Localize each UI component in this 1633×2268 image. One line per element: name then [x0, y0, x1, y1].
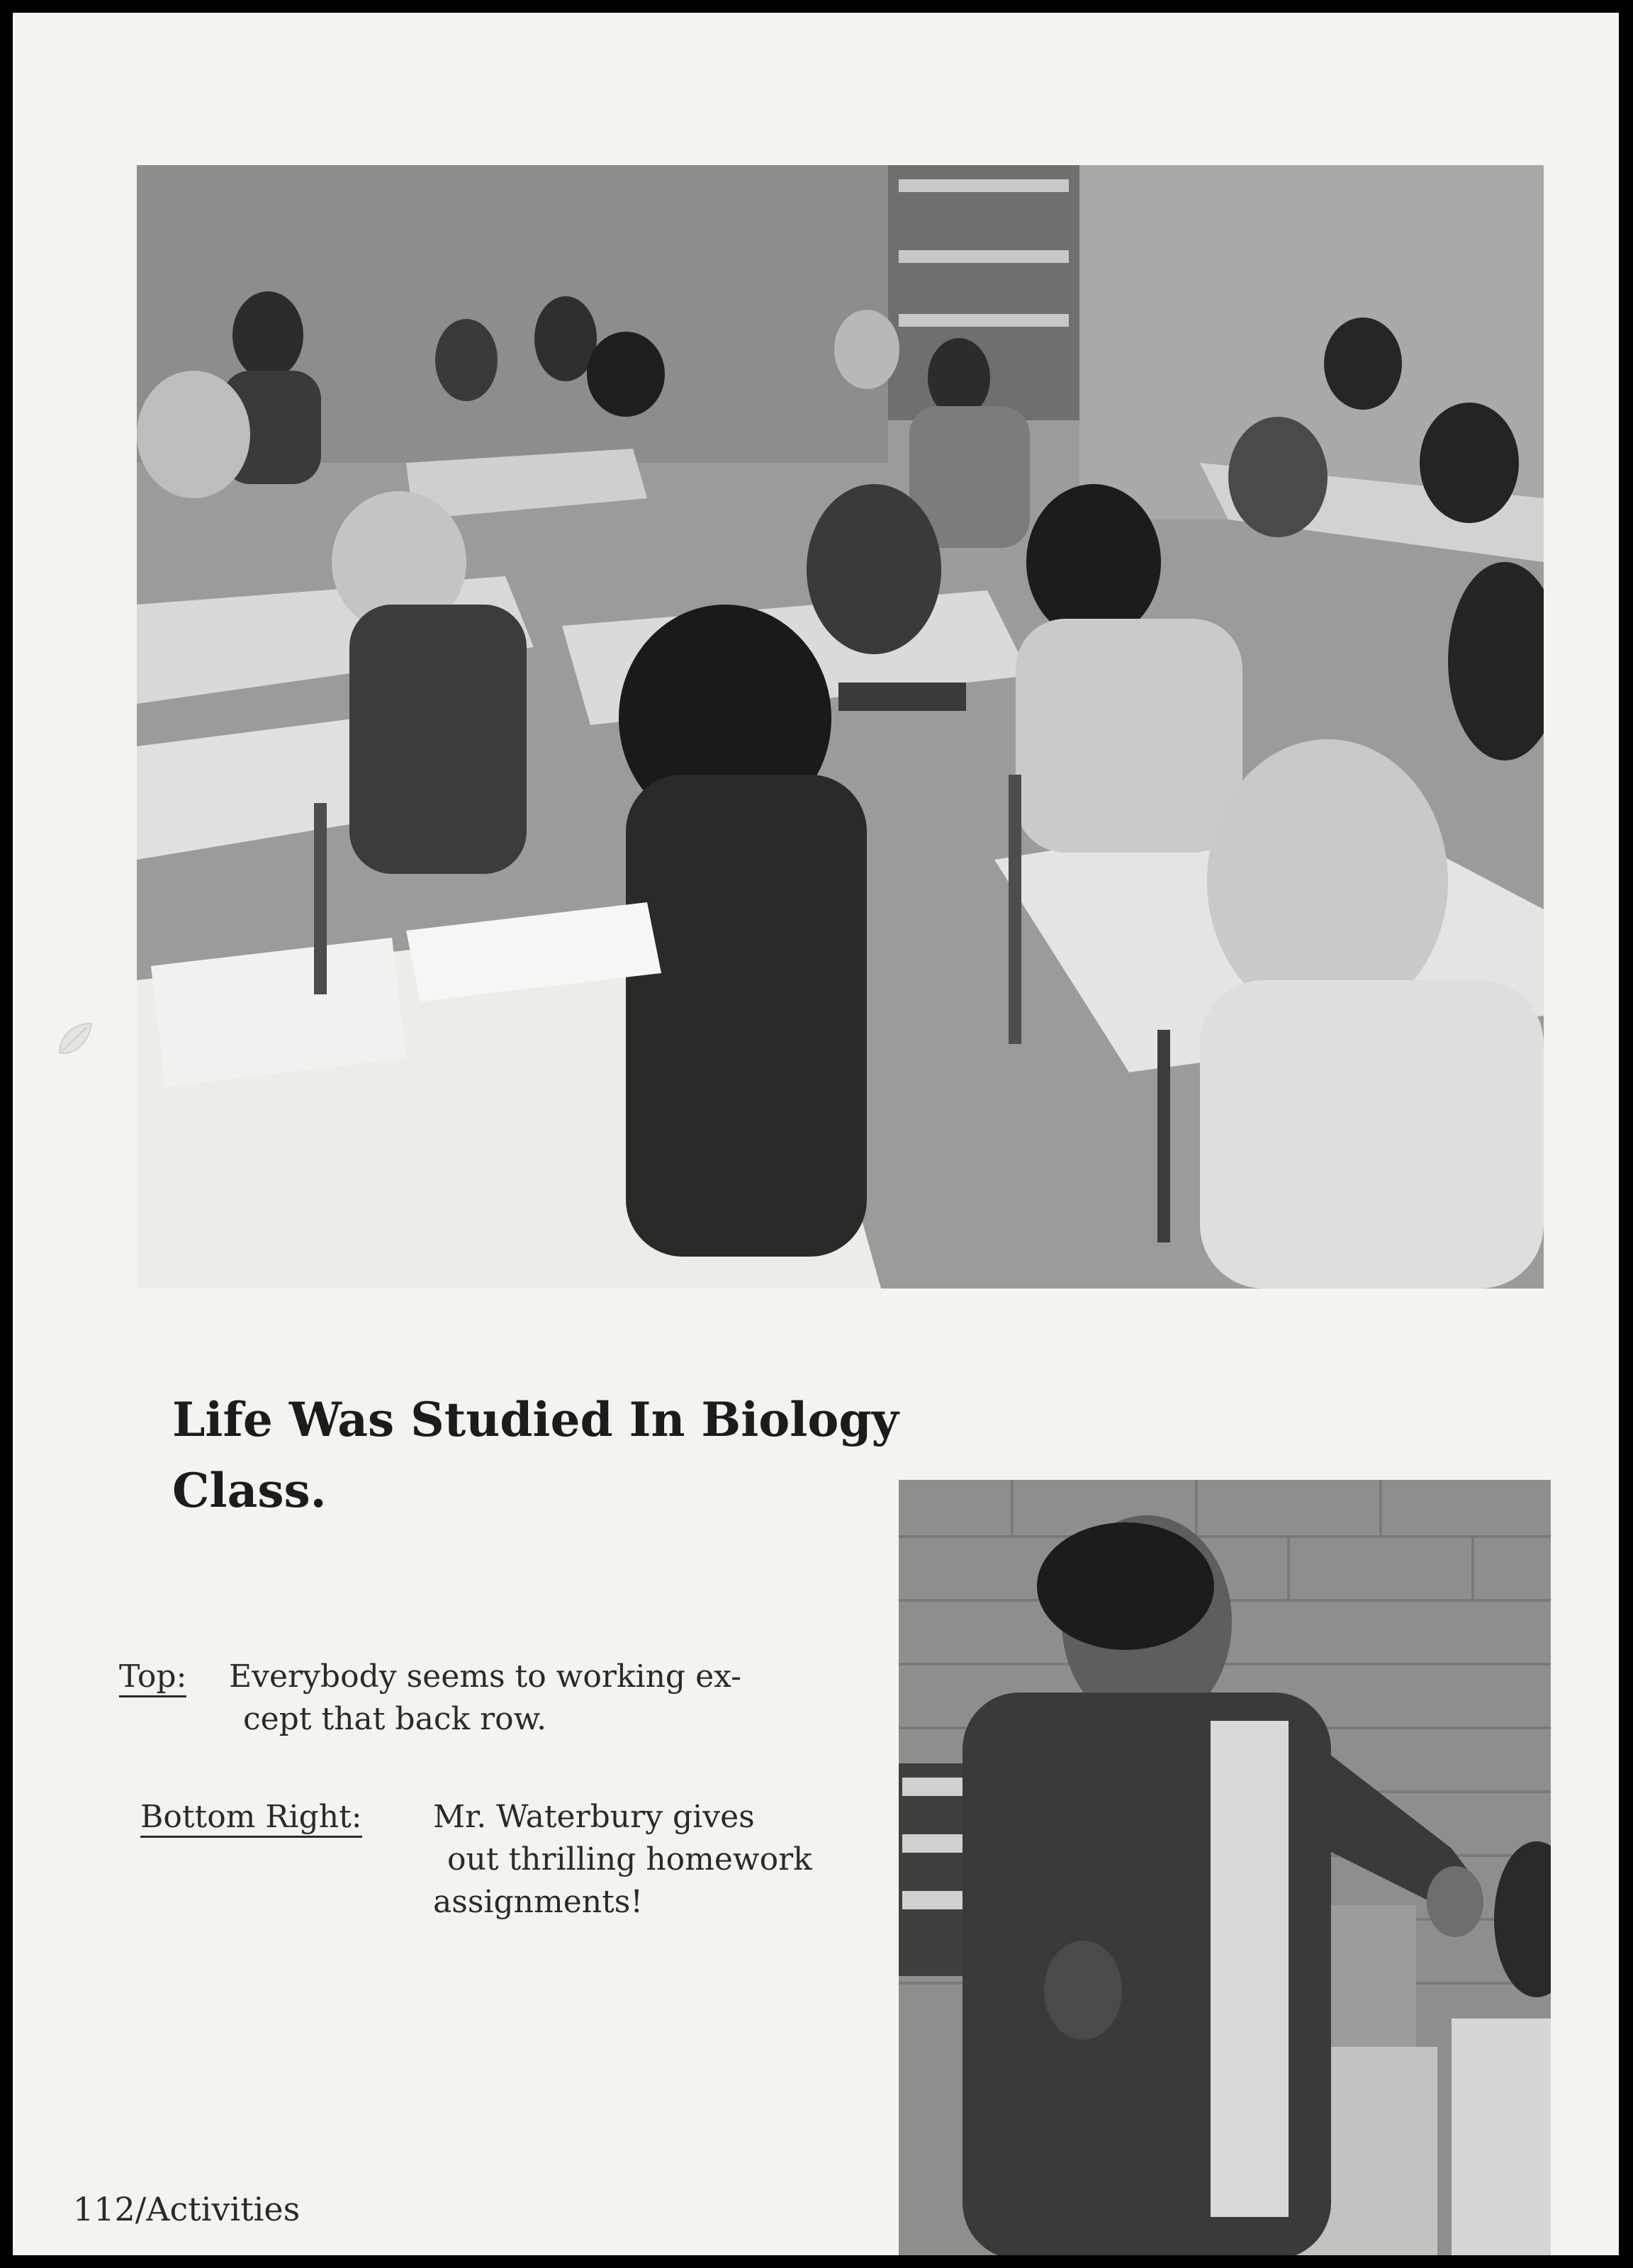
classroom-photo	[137, 165, 1544, 1289]
caption-bottom-right-label-block	[140, 1796, 362, 1838]
caption-top-line-1: Everybody seems to working ex-	[229, 1658, 742, 1695]
caption-bottom-right-line-2: out thrilling homework	[447, 1841, 812, 1877]
caption-bottom-right-line-1: Mr. Waterbury gives	[433, 1799, 755, 1835]
yearbook-page	[13, 13, 1619, 2255]
caption-top-label-block	[119, 1656, 186, 1698]
caption-bottom-right-label: Bottom Right:	[140, 1799, 362, 1838]
caption-bottom-right-line-3: assignments!	[433, 1884, 644, 1920]
headline-line-2: Class.	[172, 1463, 327, 1518]
caption-top-line-2: cept that back row.	[243, 1701, 547, 1737]
teacher-photo	[899, 1480, 1551, 2255]
caption-bottom-right-text	[433, 1796, 887, 1924]
caption-top-text	[229, 1656, 867, 1741]
leaf-icon	[52, 1018, 95, 1060]
caption-top-label: Top:	[119, 1658, 186, 1697]
headline	[172, 1384, 952, 1526]
headline-line-1: Life Was Studied In Biology	[172, 1392, 899, 1447]
classroom-photo-illustration	[137, 165, 1544, 1289]
page-folio: 112/Activities	[73, 2190, 301, 2228]
teacher-photo-illustration	[899, 1480, 1551, 2255]
